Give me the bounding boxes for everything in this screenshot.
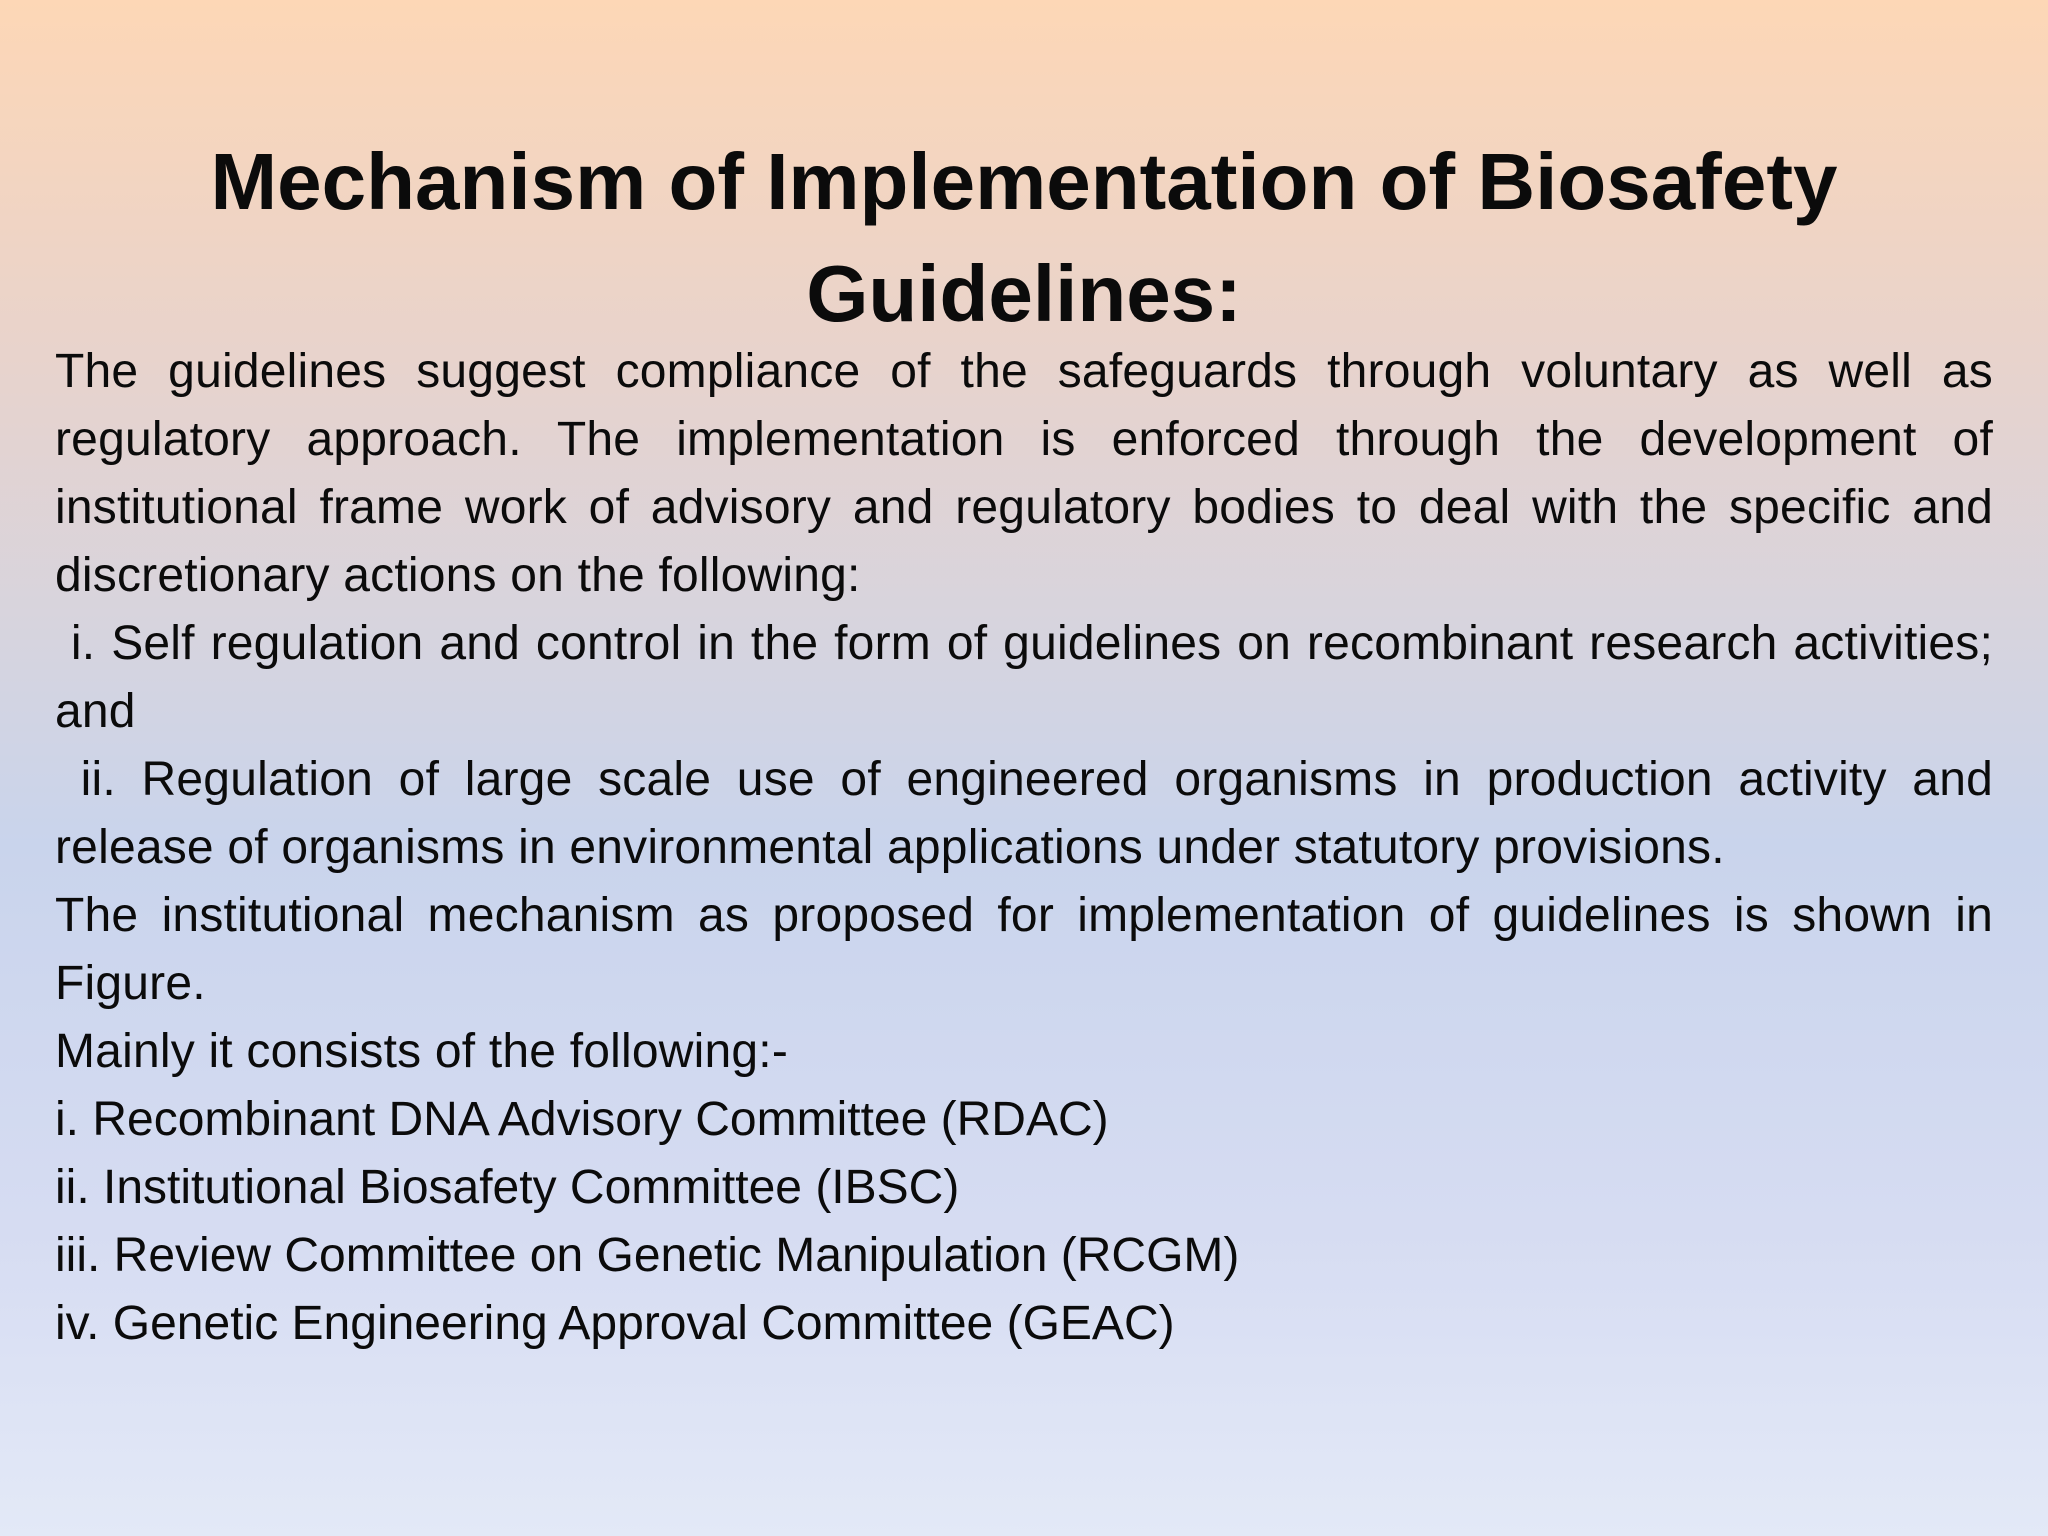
committee-list [55,1086,1993,1358]
point-self-regulation: i. Self regulation and control in the form of guidelines on recombinant research activities; and [55,617,1993,738]
slide-title: Mechanism of Implementation of Biosafety Guidelines: [210,137,1838,338]
consists-of-heading: Mainly it consists of the following:- [55,1025,789,1078]
point-regulation-large-scale: ii. Regulation of large scale use of engineered organisms in production activity and release of organisms in environmental applications under statutory provisions. [55,753,1993,874]
slide-body [55,338,1993,1358]
institutional-mechanism-paragraph: The institutional mechanism as proposed for implementation of guidelines is shown in Figure. [55,889,1993,1010]
committee-item-rcgm: iii. Review Committee on Genetic Manipulation (RCGM) [55,1229,1240,1282]
committee-item-geac: iv. Genetic Engineering Approval Committee (GEAC) [55,1297,1175,1350]
intro-paragraph: The guidelines suggest compliance of the safeguards through voluntary as well as regulatory approach. The implementation is enforced through the development of institutional frame work of advisory and regulatory bodies to deal with the specific and discretionary actions on the following: [55,345,1993,602]
committee-item-rdac: i. Recombinant DNA Advisory Committee (RDAC) [55,1093,1109,1146]
committee-item-ibsc: ii. Institutional Biosafety Committee (IBSC) [55,1161,960,1214]
